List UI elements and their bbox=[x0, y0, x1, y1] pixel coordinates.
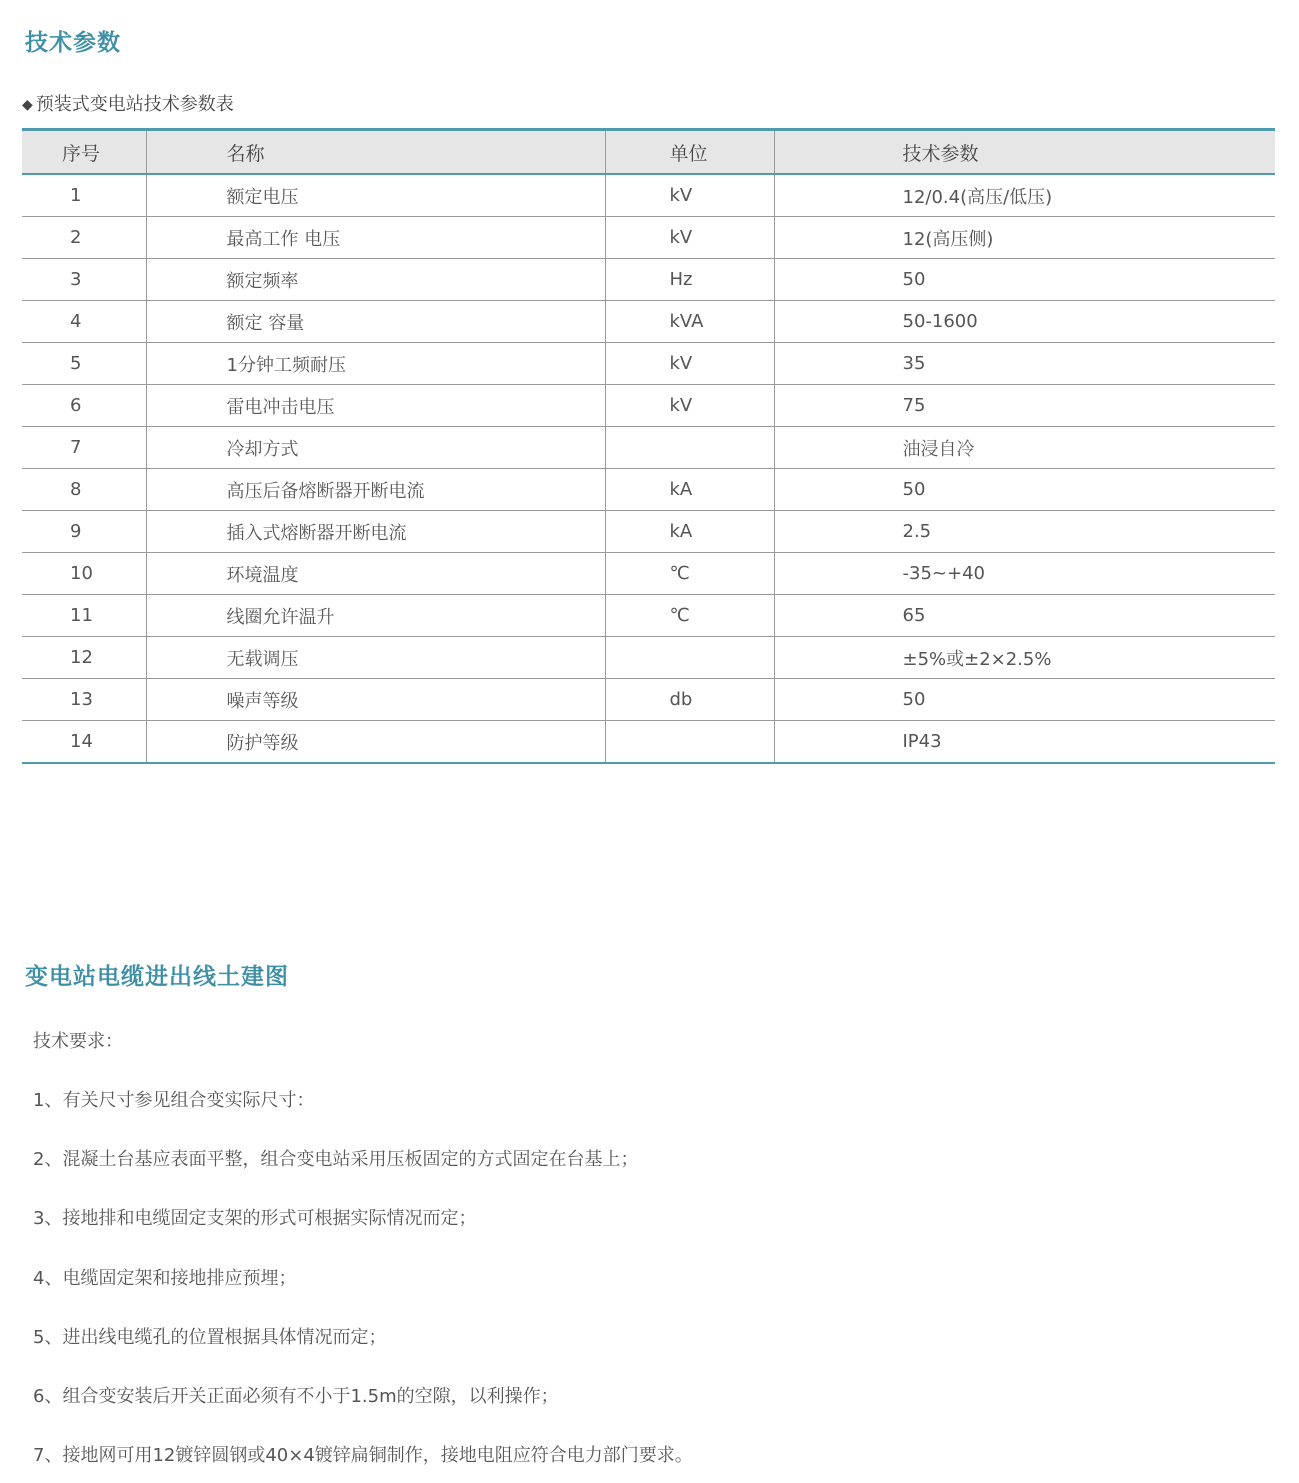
cell-value: 12/0.4(高压/低压) bbox=[774, 174, 1275, 217]
header-no: 序号 bbox=[22, 130, 146, 175]
cell-no: 7 bbox=[22, 427, 146, 469]
cell-value: ±5%或±2×2.5% bbox=[774, 637, 1275, 679]
cell-no: 11 bbox=[22, 595, 146, 637]
table-row bbox=[22, 385, 1275, 427]
cell-no: 3 bbox=[22, 259, 146, 301]
table-row bbox=[22, 721, 1275, 764]
cell-value: 35 bbox=[774, 343, 1275, 385]
table-row bbox=[22, 679, 1275, 721]
cell-unit: ℃ bbox=[605, 595, 774, 637]
cell-no: 10 bbox=[22, 553, 146, 595]
cell-name: 线圈允许温升 bbox=[146, 595, 605, 637]
header-name: 名称 bbox=[146, 130, 605, 175]
requirement-item: 3、接地排和电缆固定支架的形式可根据实际情况而定； bbox=[33, 1208, 477, 1229]
cell-name: 噪声等级 bbox=[146, 679, 605, 721]
cell-no: 8 bbox=[22, 469, 146, 511]
section-title-params: 技术参数 bbox=[25, 30, 121, 56]
table-caption bbox=[22, 90, 234, 116]
cell-no: 9 bbox=[22, 511, 146, 553]
cell-unit: ℃ bbox=[605, 553, 774, 595]
cell-value: 75 bbox=[774, 385, 1275, 427]
cell-unit: kA bbox=[605, 469, 774, 511]
cell-unit: db bbox=[605, 679, 774, 721]
table-row bbox=[22, 637, 1275, 679]
table-row bbox=[22, 343, 1275, 385]
cell-name: 高压后备熔断器开断电流 bbox=[146, 469, 605, 511]
cell-value: IP43 bbox=[774, 721, 1275, 764]
table-row bbox=[22, 511, 1275, 553]
cell-no: 13 bbox=[22, 679, 146, 721]
cell-unit bbox=[605, 427, 774, 469]
cell-unit: kV bbox=[605, 174, 774, 217]
cell-no: 6 bbox=[22, 385, 146, 427]
cell-value: 2.5 bbox=[774, 511, 1275, 553]
cell-unit: kA bbox=[605, 511, 774, 553]
header-value: 技术参数 bbox=[774, 130, 1275, 175]
requirement-item: 1、有关尺寸参见组合变实际尺寸： bbox=[33, 1090, 315, 1111]
cell-name: 额定 容量 bbox=[146, 301, 605, 343]
section-title-civil-drawing: 变电站电缆进出线土建图 bbox=[25, 964, 289, 990]
technical-params-table bbox=[22, 128, 1275, 764]
cell-name: 雷电冲击电压 bbox=[146, 385, 605, 427]
cell-value: 12(高压侧) bbox=[774, 217, 1275, 259]
table-row bbox=[22, 301, 1275, 343]
table-row bbox=[22, 217, 1275, 259]
table-row bbox=[22, 259, 1275, 301]
table-row bbox=[22, 174, 1275, 217]
cell-name: 1分钟工频耐压 bbox=[146, 343, 605, 385]
requirement-item: 5、进出线电缆孔的位置根据具体情况而定； bbox=[33, 1327, 387, 1348]
cell-no: 1 bbox=[22, 174, 146, 217]
table-row bbox=[22, 553, 1275, 595]
cell-name: 防护等级 bbox=[146, 721, 605, 764]
cell-value: 50 bbox=[774, 469, 1275, 511]
table-row bbox=[22, 469, 1275, 511]
table-header-row bbox=[22, 130, 1275, 175]
cell-name: 额定电压 bbox=[146, 174, 605, 217]
cell-value: 50-1600 bbox=[774, 301, 1275, 343]
cell-unit bbox=[605, 721, 774, 764]
cell-name: 冷却方式 bbox=[146, 427, 605, 469]
cell-unit: kV bbox=[605, 217, 774, 259]
table-caption-text: 预装式变电站技术参数表 bbox=[35, 94, 234, 115]
requirements-heading: 技术要求： bbox=[33, 1031, 123, 1052]
header-unit: 单位 bbox=[605, 130, 774, 175]
diamond-bullet-icon: ◆ bbox=[22, 97, 33, 113]
cell-no: 5 bbox=[22, 343, 146, 385]
cell-no: 2 bbox=[22, 217, 146, 259]
cell-unit: kVA bbox=[605, 301, 774, 343]
cell-value: 65 bbox=[774, 595, 1275, 637]
requirement-item: 4、电缆固定架和接地排应预埋； bbox=[33, 1268, 297, 1289]
cell-name: 环境温度 bbox=[146, 553, 605, 595]
requirement-item: 2、混凝土台基应表面平整，组合变电站采用压板固定的方式固定在台基上； bbox=[33, 1149, 639, 1170]
cell-value: 50 bbox=[774, 679, 1275, 721]
cell-name: 额定频率 bbox=[146, 259, 605, 301]
cell-no: 4 bbox=[22, 301, 146, 343]
cell-value: 50 bbox=[774, 259, 1275, 301]
cell-no: 12 bbox=[22, 637, 146, 679]
table-row bbox=[22, 595, 1275, 637]
cell-unit: kV bbox=[605, 343, 774, 385]
cell-name: 无载调压 bbox=[146, 637, 605, 679]
requirement-item: 6、组合变安装后开关正面必须有不小于1.5m的空隙，以利操作； bbox=[33, 1386, 559, 1407]
requirement-item: 7、接地网可用12镀锌圆钢或40×4镀锌扁铜制作，接地电阻应符合电力部门要求。 bbox=[33, 1445, 693, 1466]
cell-unit: Hz bbox=[605, 259, 774, 301]
table-body bbox=[22, 174, 1275, 763]
table-row bbox=[22, 427, 1275, 469]
cell-name: 最高工作 电压 bbox=[146, 217, 605, 259]
cell-value: -35~+40 bbox=[774, 553, 1275, 595]
cell-name: 插入式熔断器开断电流 bbox=[146, 511, 605, 553]
cell-unit: kV bbox=[605, 385, 774, 427]
cell-value: 油浸自冷 bbox=[774, 427, 1275, 469]
cell-unit bbox=[605, 637, 774, 679]
cell-no: 14 bbox=[70, 731, 93, 752]
